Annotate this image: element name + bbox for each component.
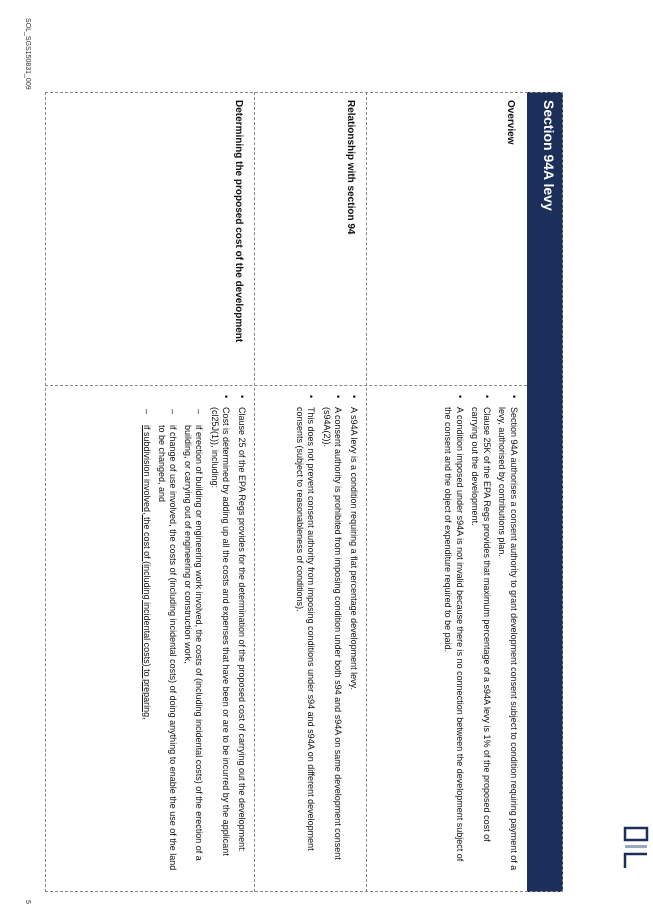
bullet-item: • A condition imposed under s94A is not invalid because there is no connection between the development subject of the consent and the object of expenditure required to be paid.: [442, 395, 465, 875]
row-body: [138, 395, 247, 875]
bullet-item: • Clause 25 of the EPA Regs provides for the determination of the proposed cost of carrying out the development:: [236, 395, 248, 875]
sub-item: – if change of use involved, the costs of (including incidental costs) of doing anything to enable the use of the land to be changed, and: [156, 395, 179, 875]
row-body: [438, 395, 519, 875]
bullet-item: • A consent authority is prohibited from imposing condition under both s94 and s94A on same development consent (s94A(2)).: [321, 395, 344, 875]
row-body: [290, 395, 360, 875]
levy-table: [45, 92, 563, 892]
company-logo-icon: [623, 826, 653, 886]
page-number: 5: [24, 900, 31, 904]
sub-item: – if erection of building or engineering work involved, the costs of (including incidental costs) of the erection of a building, or carrying out of engineering or construction work,: [182, 395, 205, 875]
table-row-relationship: [255, 92, 367, 892]
page-title: Section 94A levy: [541, 100, 557, 211]
sub-item: – if subdivision involved, the cost of (including incidental costs) to preparing,: [141, 395, 153, 875]
bullet-item: • A s94A levy is a condition requiring a flat percentage development levy.: [348, 395, 360, 875]
bullet-item: • Cost is determined by adding up all the costs and expenses that have been or are to be incurred by the applicant (cl25J(1)), including:: [209, 395, 232, 875]
table-row-overview: [367, 92, 527, 892]
row-label: Relationship with section 94: [345, 100, 356, 235]
document-id: SOL_SGS150831_009: [24, 18, 31, 90]
title-bar: [527, 92, 563, 892]
bullet-item: • Clause 25K of the EPA Regs provides that maximum percentage of a s94A levy is 1% of the proposed cost of carrying out the development.: [469, 395, 492, 875]
row-label: Overview: [505, 100, 516, 145]
bullet-item: • This does not prevent consent authority from imposing conditions under s94 and s94A on different development consents (subject to reasonableness of conditions).: [294, 395, 317, 875]
bullet-item: • Section 94A authorises a consent authority to grant development consent subject to condition requiring payment of a levy, authorised by contributions plan.: [496, 395, 519, 875]
row-label: Determining the proposed cost of the development: [233, 100, 244, 343]
table-row-cost: [45, 92, 255, 892]
